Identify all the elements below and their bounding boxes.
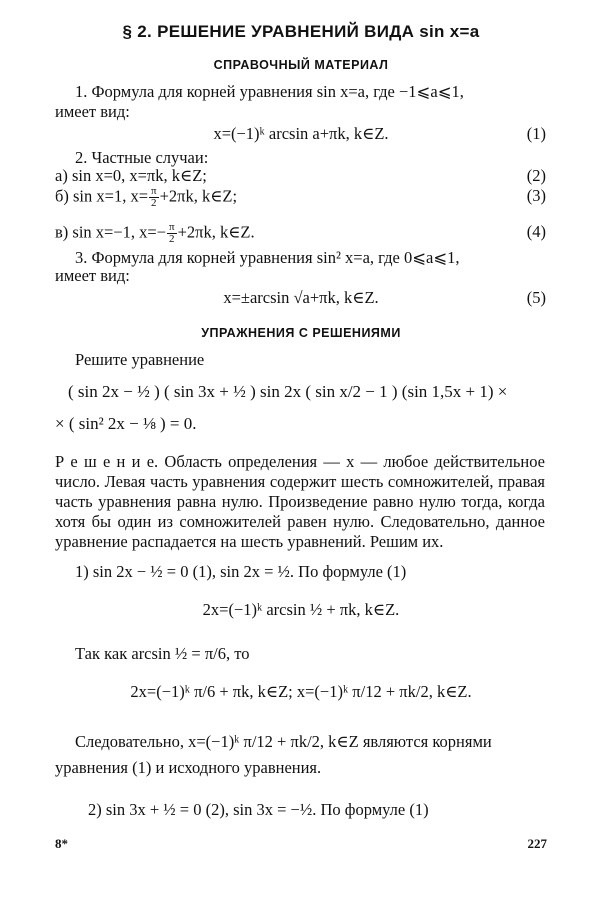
fraction-denominator: 2 bbox=[169, 233, 175, 245]
item1-text2: имеет вид: bbox=[55, 102, 130, 121]
step-1-formula: 2x=(−1)ᵏ arcsin ½ + πk, k∈Z. bbox=[202, 600, 400, 619]
item1-text: 1. Формула для корней уравнения sin x=a, где −1⩽a⩽1, bbox=[75, 82, 464, 101]
task-intro: Решите уравнение bbox=[75, 350, 205, 369]
section-title: § 2. РЕШЕНИЕ УРАВНЕНИЙ ВИДА sin x=a bbox=[122, 22, 480, 41]
since-line: Так как arcsin ½ = π/6, то bbox=[75, 644, 250, 663]
case-c bbox=[55, 222, 255, 245]
formula-1: x=(−1)ᵏ arcsin a+πk, k∈Z. bbox=[213, 124, 389, 143]
equation-number-1: (1) bbox=[526, 124, 546, 143]
equation-line-2: × ( sin² 2x − ⅛ ) = 0. bbox=[55, 414, 197, 433]
fraction-pi-over-2 bbox=[167, 222, 177, 245]
step-1: 1) sin 2x − ½ = 0 (1), sin 2x = ½. По формуле (1) bbox=[75, 562, 407, 581]
page-number: 227 bbox=[527, 836, 547, 851]
solution-paragraph: Р е ш е н и е. Область определения — x — любое действительное число. Левая часть уравнения содержит шесть сомножителей, правая часть уравнения равна нулю. Произведение равно нулю тогда, когда хотя бы один из сомножителей равен нулю. Следовательно, данное уравнение распадается на шесть уравнений. Решим их. bbox=[55, 452, 545, 551]
item3-text: 3. Формула для корней уравнения sin² x=a, где 0⩽a⩽1, bbox=[75, 248, 460, 267]
item3-text2: имеет вид: bbox=[55, 266, 130, 285]
reference-heading: СПРАВОЧНЫЙ МАТЕРИАЛ bbox=[213, 58, 389, 72]
equation-number-3: (3) bbox=[526, 186, 546, 205]
item2-text: 2. Частные случаи: bbox=[75, 148, 209, 167]
case-a: а) sin x=0, x=πk, k∈Z; bbox=[55, 166, 207, 185]
equation-line-1: ( sin 2x − ½ ) ( sin 3x + ½ ) sin 2x ( sin x/2 − 1 ) (sin 1,5x + 1) × bbox=[68, 382, 508, 401]
since-formula: 2x=(−1)ᵏ π/6 + πk, k∈Z; x=(−1)ᵏ π/12 + πk/2, k∈Z. bbox=[130, 682, 472, 701]
fraction-denominator: 2 bbox=[151, 197, 157, 209]
step-2: 2) sin 3x + ½ = 0 (2), sin 3x = −½. По формуле (1) bbox=[88, 800, 429, 819]
equation-number-4: (4) bbox=[526, 222, 546, 241]
formula-5: x=±arcsin √a+πk, k∈Z. bbox=[223, 288, 379, 307]
footer-left: 8* bbox=[55, 836, 68, 851]
conclusion-line-2: уравнения (1) и исходного уравнения. bbox=[55, 758, 322, 777]
case-c-suffix: +2πk, k∈Z. bbox=[177, 222, 255, 242]
fraction-pi-over-2 bbox=[149, 186, 159, 209]
case-b-prefix: б) sin x=1, x= bbox=[55, 186, 149, 206]
case-c-prefix: в) sin x=−1, x=− bbox=[55, 222, 167, 242]
fraction-numerator: π bbox=[169, 221, 175, 233]
equation-number-2: (2) bbox=[526, 166, 546, 185]
case-b-suffix: +2πk, k∈Z; bbox=[159, 186, 238, 206]
equation-number-5: (5) bbox=[526, 288, 546, 307]
conclusion-line-1: Следовательно, x=(−1)ᵏ π/12 + πk/2, k∈Z являются корнями bbox=[75, 732, 492, 751]
case-b bbox=[55, 186, 237, 209]
fraction-numerator: π bbox=[151, 185, 157, 197]
exercises-heading: УПРАЖНЕНИЯ С РЕШЕНИЯМИ bbox=[201, 326, 401, 340]
